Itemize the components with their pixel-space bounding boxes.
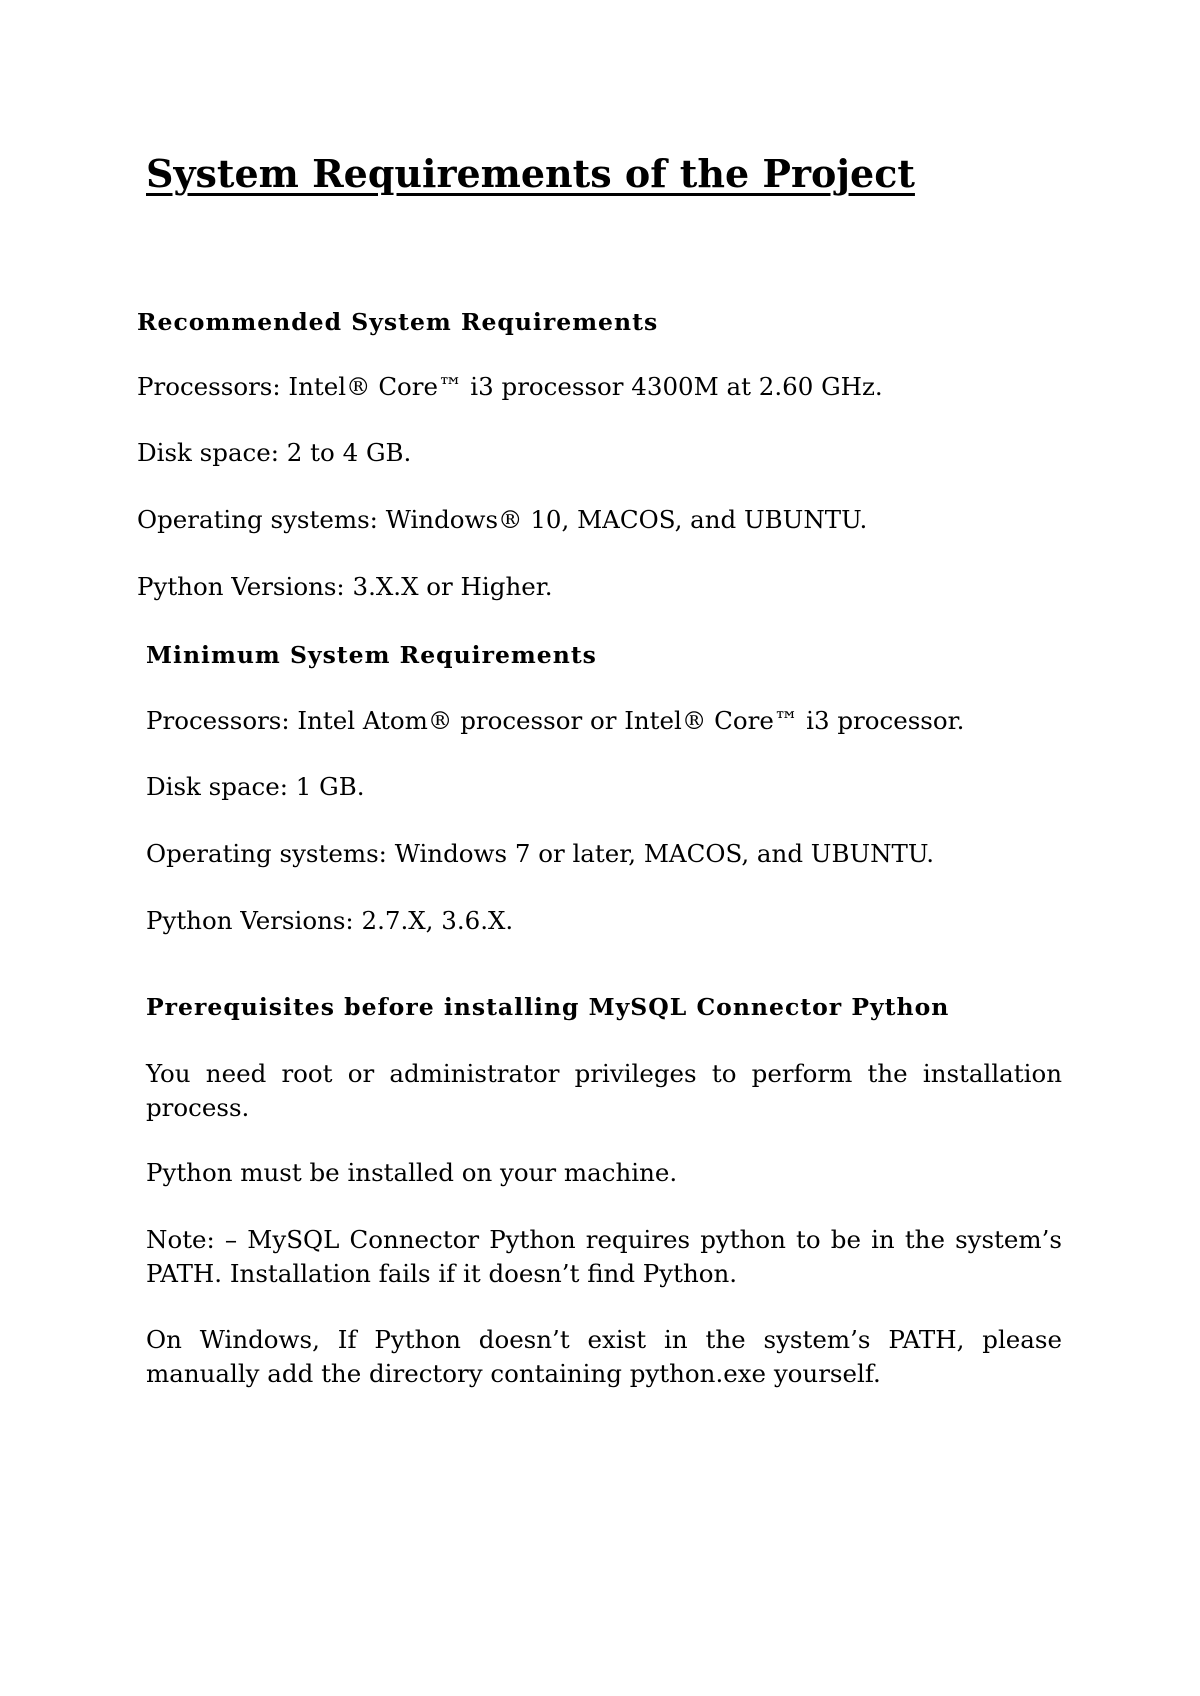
prerequisites-windows-path: On Windows, If Python doesn’t exist in the system’s PATH, please manually add the directory containing python.exe yourself. — [146, 1325, 1062, 1388]
minimum-heading: Minimum System Requirements — [146, 641, 597, 669]
minimum-operating-systems: Operating systems: Windows 7 or later, MACOS, and UBUNTU. — [146, 839, 935, 868]
prerequisites-privileges: You need root or administrator privileges to perform the installation process. — [146, 1059, 1062, 1122]
prerequisites-note: Note: – MySQL Connector Python requires python to be in the system’s PATH. Installation fails if it doesn’t find Python. — [146, 1225, 1062, 1288]
recommended-python-versions: Python Versions: 3.X.X or Higher. — [137, 572, 553, 601]
minimum-processors: Processors: Intel Atom® processor or Intel® Core™ i3 processor. — [146, 706, 965, 735]
prerequisites-python-installed: Python must be installed on your machine. — [146, 1158, 678, 1187]
recommended-disk-space: Disk space: 2 to 4 GB. — [137, 438, 412, 467]
recommended-processors: Processors: Intel® Core™ i3 processor 4300M at 2.60 GHz. — [137, 372, 883, 401]
minimum-disk-space: Disk space: 1 GB. — [146, 772, 365, 801]
recommended-heading: Recommended System Requirements — [137, 308, 659, 336]
recommended-operating-systems: Operating systems: Windows® 10, MACOS, and UBUNTU. — [137, 505, 868, 534]
page-title: System Requirements of the Project — [146, 151, 915, 196]
minimum-python-versions: Python Versions: 2.7.X, 3.6.X. — [146, 906, 514, 935]
prerequisites-heading: Prerequisites before installing MySQL Connector Python — [146, 993, 950, 1021]
